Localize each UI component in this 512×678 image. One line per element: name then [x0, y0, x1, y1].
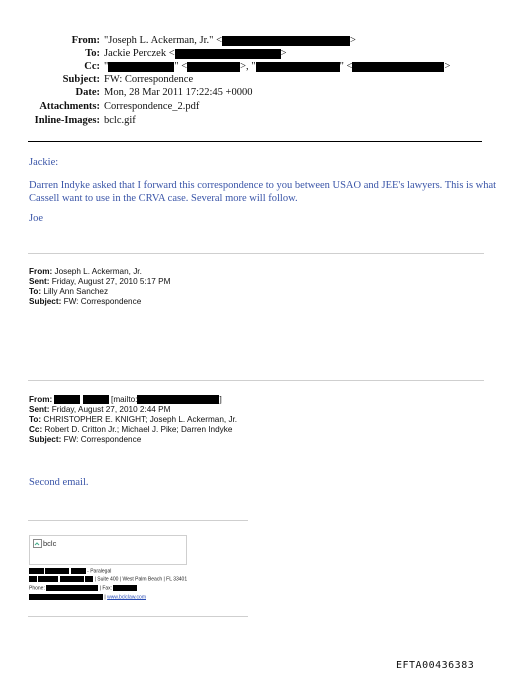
angle-close: >: [350, 35, 356, 46]
fwd2-to-value: CHRISTOPHER E. KNIGHT; Joseph L. Ackerman, Jr.: [43, 415, 238, 424]
header-cc-row: [0, 60, 512, 73]
header-date-value: Mon, 28 Mar 2011 17:22:45 +0000: [104, 87, 253, 98]
signature-address: | Suite 400 | West Palm Beach | FL 33401: [94, 576, 188, 583]
header-divider: [28, 141, 482, 142]
fwd2-subject: [29, 435, 141, 445]
fwd2-from: [29, 395, 222, 405]
redaction-block: [137, 395, 222, 404]
body-signoff: Joe: [29, 213, 43, 224]
fwd1-subject: [29, 297, 141, 307]
header-to-value: [104, 47, 287, 60]
header-inline-row: [0, 114, 512, 127]
section-divider: [28, 253, 484, 254]
redaction-block: [352, 62, 444, 72]
fwd2-cc-value: Robert D. Critton Jr.; Michael J. Pike; Darren Indyke: [44, 425, 233, 434]
header-to-row: [0, 47, 512, 60]
fwd2-subject-label: Subject:: [29, 435, 62, 444]
fwd1-from: [29, 267, 142, 277]
header-subject-value: FW: Correspondence: [104, 74, 194, 85]
redaction-block: [60, 576, 84, 582]
signature-phone-label: Phone:: [29, 585, 45, 592]
signature-fax-label: | Fax:: [99, 585, 113, 592]
to-name: Jackie Perczek <: [104, 48, 175, 59]
header-from-label: From:: [71, 35, 100, 46]
redaction-block: [113, 585, 137, 591]
fwd2-sent: [29, 405, 170, 415]
website-link[interactable]: www.bclclaw.com: [107, 594, 146, 601]
signature-title: - Paralegal: [87, 568, 112, 575]
header-cc-label: Cc:: [84, 61, 100, 72]
cc-text: >, ": [240, 61, 256, 72]
redaction-block: [222, 36, 350, 46]
body-paragraph-line2: Cassell want to use in the CRVA case. Several more will follow.: [29, 193, 298, 204]
fwd1-to-value: Lilly Ann Sanchez: [43, 287, 109, 296]
header-attachments-row: [0, 100, 512, 113]
fwd2-cc: [29, 425, 232, 435]
redaction-block: [256, 62, 340, 72]
signature-line3: [29, 585, 137, 591]
header-subject-label: Subject:: [62, 74, 100, 85]
header-subject-row: [0, 73, 512, 86]
signature-image-box: [29, 535, 187, 565]
redaction-block: [29, 594, 106, 601]
header-cc-value: [104, 60, 450, 73]
cc-text: ": [104, 61, 109, 72]
redaction-block: [187, 62, 240, 72]
redaction-block: [29, 576, 37, 582]
fwd1-sent: [29, 277, 170, 287]
broken-image-icon: [33, 539, 42, 548]
document-id: EFTA00436383: [396, 660, 475, 671]
fwd2-subject-value: FW: Correspondence: [63, 435, 142, 444]
header-from-row: [0, 34, 512, 47]
header-date-label: Date:: [75, 87, 100, 98]
signature-divider-top: [28, 520, 248, 521]
fwd1-to: [29, 287, 108, 297]
redaction-block: [108, 62, 174, 72]
redaction-block: [45, 568, 69, 574]
header-inline-label: Inline-Images:: [34, 115, 100, 126]
header-inline-value: bclc.gif: [104, 115, 136, 126]
fwd2-to-label: To:: [29, 415, 42, 424]
fwd2-from-label: From:: [29, 395, 53, 404]
header-from-value: [104, 34, 356, 47]
fwd2-to: [29, 415, 237, 425]
fwd2-mailto: [mailto:: [111, 395, 138, 404]
fwd1-subject-value: FW: Correspondence: [63, 297, 142, 306]
fwd1-to-label: To:: [29, 287, 42, 296]
section-divider: [28, 380, 484, 381]
redaction-block: [175, 49, 281, 59]
signature-line1: [29, 568, 111, 574]
fwd2-message: Second email.: [29, 477, 89, 488]
fwd1-subject-label: Subject:: [29, 297, 62, 306]
header-attachments-label: Attachments:: [39, 101, 100, 112]
from-name: "Joseph L. Ackerman, Jr." <: [104, 35, 223, 46]
angle-close: >: [444, 61, 451, 72]
redaction-block: [54, 395, 80, 404]
redaction-block: [46, 585, 98, 591]
header-to-label: To:: [85, 48, 100, 59]
fwd1-sent-value: Friday, August 27, 2010 5:17 PM: [51, 277, 171, 286]
fwd2-sent-value: Friday, August 27, 2010 2:44 PM: [51, 405, 171, 414]
redaction-block: [85, 576, 93, 582]
signature-divider-bottom: [28, 616, 248, 617]
cc-text: " <: [339, 61, 353, 72]
fwd1-sent-label: Sent:: [29, 277, 50, 286]
header-date-row: [0, 86, 512, 99]
angle-close: >: [280, 48, 287, 59]
redaction-block: [38, 576, 58, 582]
cc-text: " <: [174, 61, 188, 72]
redaction-block: [29, 568, 44, 574]
signature-line4: [29, 594, 146, 600]
fwd2-mailto-close: ]: [219, 395, 222, 404]
signature-image-alt: bclc: [43, 539, 57, 548]
attachment-link[interactable]: Correspondence_2.pdf: [104, 101, 200, 112]
fwd2-cc-label: Cc:: [29, 425, 43, 434]
signature-pipe: |: [104, 594, 106, 601]
body-paragraph-line1: Darren Indyke asked that I forward this correspondence to you between USAO and JEE's lawyers. This is what: [29, 180, 497, 191]
signature-line2: [29, 576, 187, 582]
body-greeting: Jackie:: [29, 157, 59, 168]
fwd2-sent-label: Sent:: [29, 405, 50, 414]
fwd1-from-label: From:: [29, 267, 53, 276]
redaction-block: [83, 395, 109, 404]
fwd1-from-value: Joseph L. Ackerman, Jr.: [54, 267, 142, 276]
redaction-block: [71, 568, 86, 574]
